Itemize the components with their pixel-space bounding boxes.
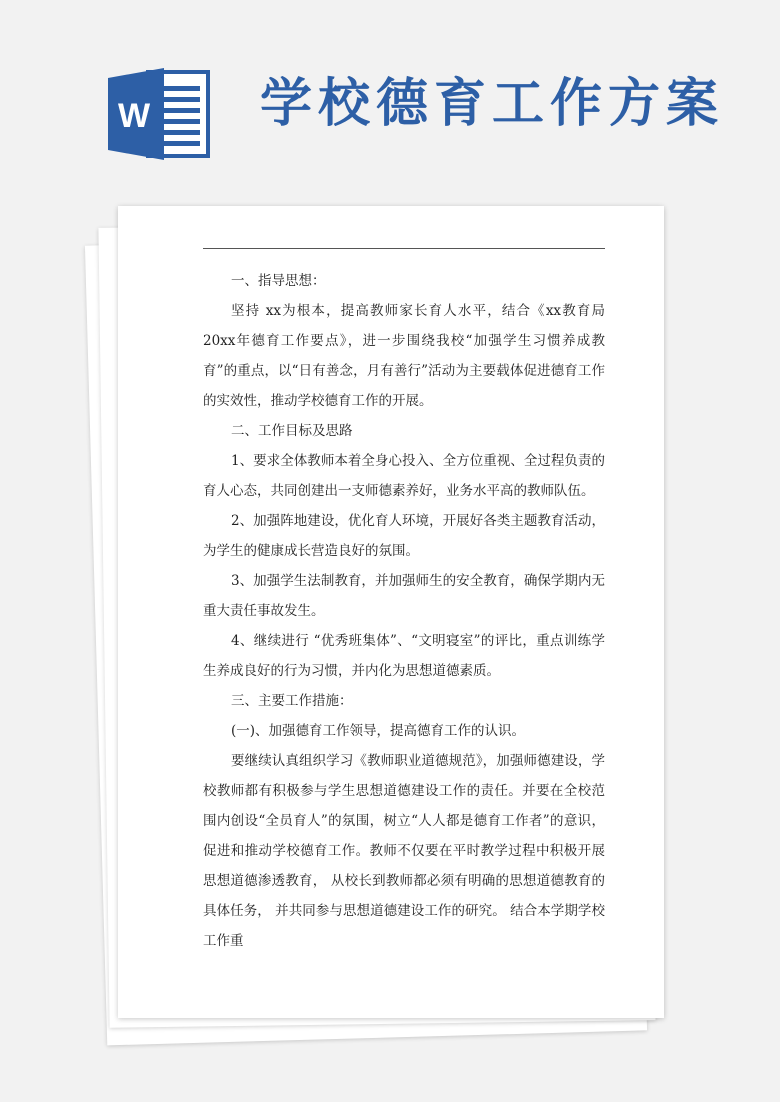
paragraph: 2、加强阵地建设，优化育人环境，开展好各类主题教育活动，为学生的健康成长营造良好的氛围。: [203, 513, 605, 559]
paragraph: 1、要求全体教师本着全身心投入、全方位重视、全过程负责的育人心态，共同创建出一支师德素养好，业务水平高的教师队伍。: [203, 453, 605, 499]
header-rule: [203, 248, 605, 249]
paragraph: 坚持 xx为根本，提高教师家长育人水平，结合《xx教育局 20xx年德育工作要点》，进一步围绕我校“加强学生习惯养成教育”的重点，以“日有善念，月有善行”活动为主要载体促进德育工作的实效性，推动学校德育工作的开展。: [203, 303, 605, 409]
paragraph: 要继续认真组织学习《教师职业道德规范》，加强师德建设，学校教师都有积极参与学生思想道德建设工作的责任。并要在全校范围内创设“全员育人”的氛围，树立“人人都是德育工作者”的意识，促进和推动学校德育工作。教师不仅要在平时教学过程中积极开展思想道德渗透教育， 从校长到教师都必须有明确的思想道德教育的具体任务， 并共同参与思想道德建设工作的研究。 结合本学期学校工作重: [203, 753, 605, 949]
subsection-heading: (一)、加强德育工作领导，提高德育工作的认识。: [231, 723, 526, 739]
document-page: [118, 206, 664, 1018]
document-body: [203, 266, 605, 956]
page-title: 学校德育工作方案: [260, 74, 725, 134]
section-heading: 二、工作目标及思路: [231, 423, 353, 439]
paragraph: 4、继续进行 “优秀班集体”、“文明寝室”的评比，重点训练学生养成良好的行为习惯，并内化为思想道德素质。: [203, 633, 605, 679]
paragraph: 3、加强学生法制教育，并加强师生的安全教育，确保学期内无重大责任事故发生。: [203, 573, 605, 619]
section-heading: 三、主要工作措施：: [231, 693, 353, 709]
header: [0, 0, 780, 200]
section-heading: 一、指导思想：: [231, 273, 326, 289]
word-icon-letter: W: [117, 97, 151, 135]
word-document-icon: [108, 66, 212, 162]
